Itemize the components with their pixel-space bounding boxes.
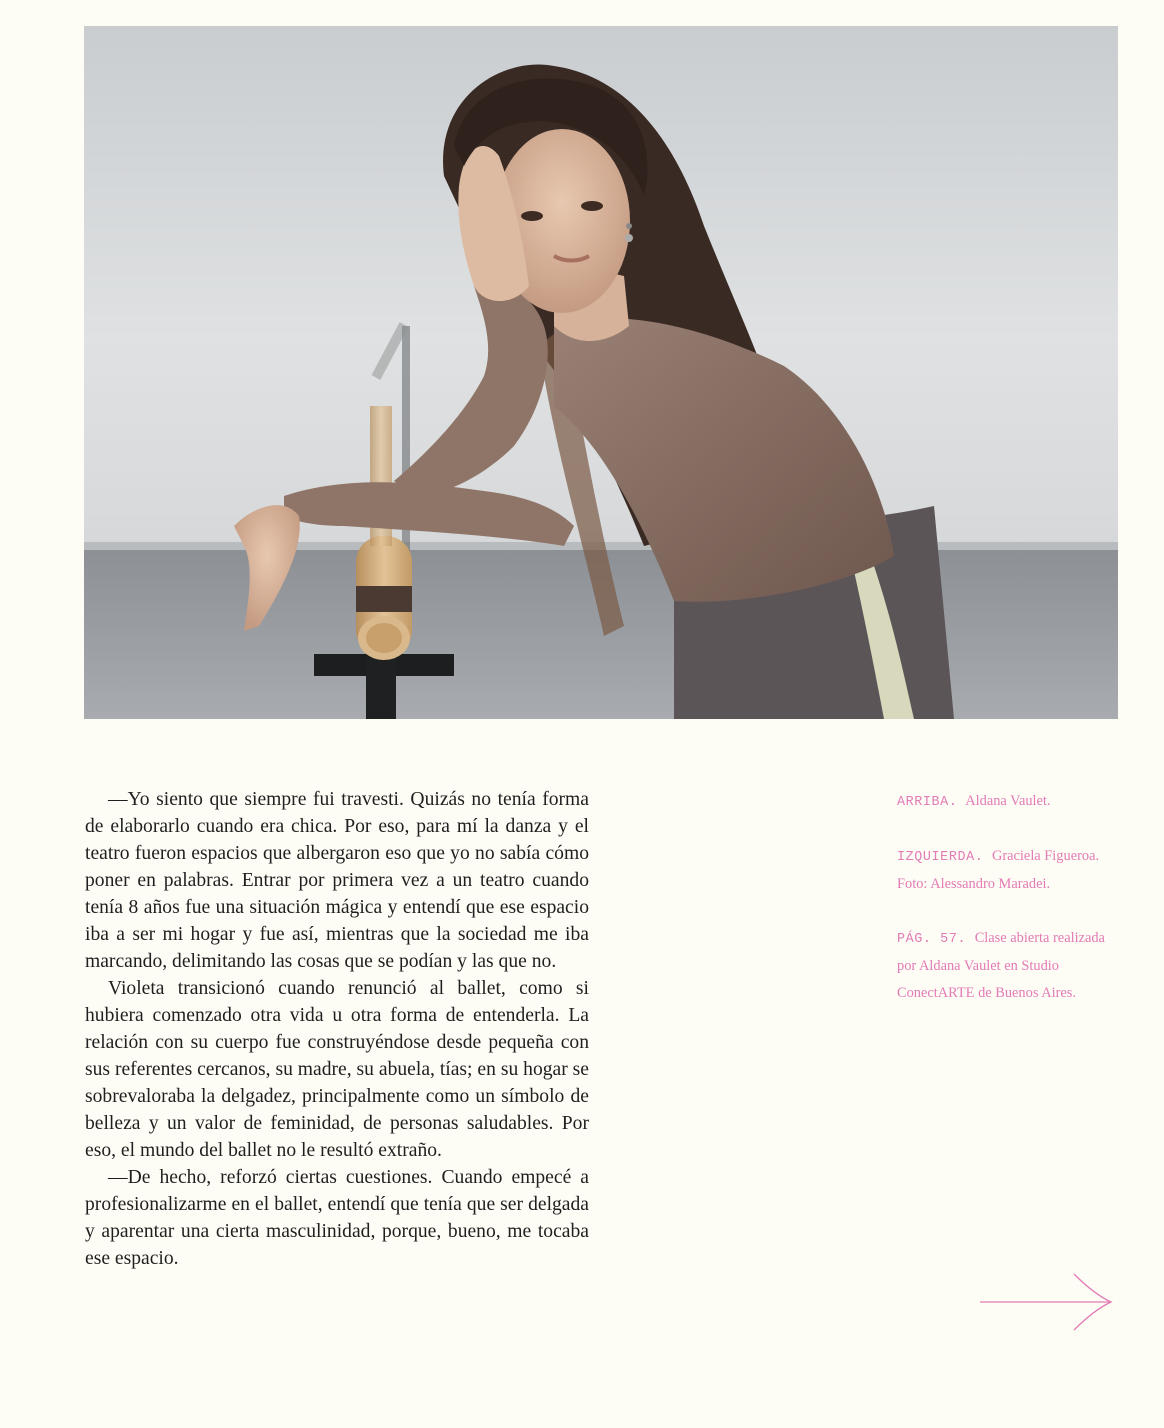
caption-pag-57 (897, 925, 1115, 1007)
caption-text: Graciela Figueroa. Foto: Alessandro Maradei. (897, 848, 1100, 892)
body-paragraph: Violeta transicionó cuando renunció al ballet, como si hubiera comenzado otra vida u otra forma de entenderla. La relación con su cuerpo fue construyéndose desde pequeña con sus referentes cercanos, su madre, su abuela, tías; en su hogar se sobrevaloraba la delgadez, principalmente como un símbolo de belleza y un valor de feminidad, de personas saludables. Por eso, el mundo del ballet no le resultó extraño. (85, 978, 589, 1161)
photo-captions (897, 788, 1115, 1034)
body-paragraph: —De hecho, reforzó ciertas cuestiones. Cuando empecé a profesionalizarme en el ballet, entendí que tenía que ser delgada y aparentar una cierta masculinidad, porque, bueno, me tocaba ese espacio. (85, 1167, 589, 1269)
caption-arriba (897, 788, 1115, 816)
caption-label: IZQUIERDA. (897, 850, 984, 865)
body-paragraph: —Yo siento que siempre fui travesti. Quizás no tenía forma de elaborarlo cuando era chica. Por eso, para mí la danza y el teatro fueron espacios que albergaron eso que yo no sabía cómo poner en palabras. Entrar por primera vez a un teatro cuando tenía 8 años fue una situación mágica y entendí que ese espacio iba a ser mi hogar y fue así, mientras que la sociedad me iba marcando, delimitando las cosas que se podían y las que no. (85, 789, 589, 972)
arrow-right-icon[interactable] (978, 1272, 1114, 1332)
caption-label: PÁG. 57. (897, 932, 967, 947)
caption-label: ARRIBA. (897, 795, 958, 810)
caption-text: Clase abierta realizada por Aldana Vaulet en Studio ConectARTE de Buenos Aires. (897, 930, 1105, 1001)
caption-text: Aldana Vaulet. (965, 793, 1051, 809)
portrait-photo-illustration (84, 26, 1118, 719)
article-body (85, 786, 589, 1272)
portrait-photo (84, 26, 1118, 719)
caption-izquierda (897, 843, 1115, 898)
